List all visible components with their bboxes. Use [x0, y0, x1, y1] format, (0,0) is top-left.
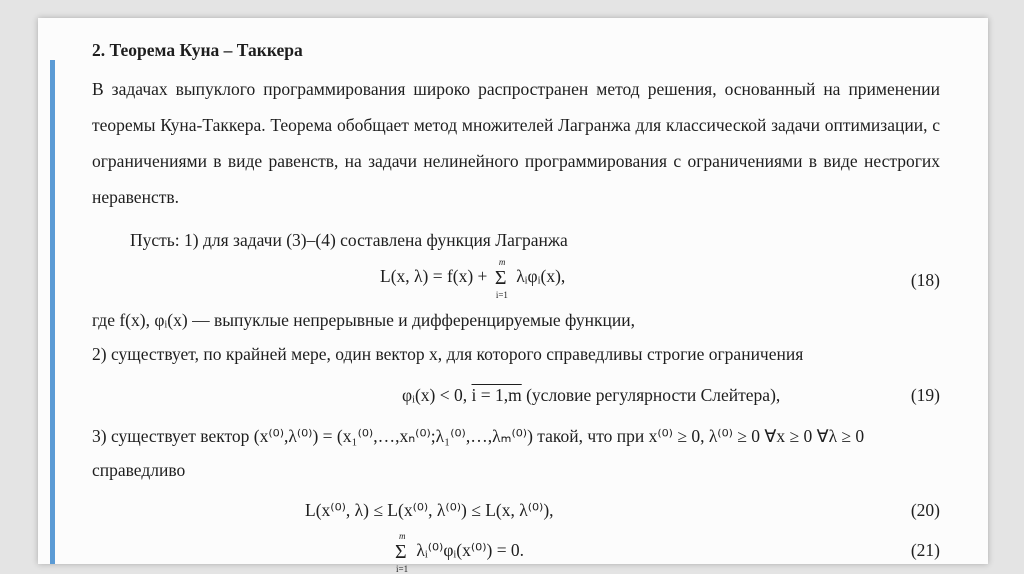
sum-symbol-21: Σ m i=1 [395, 530, 409, 574]
eq18-lhs: L(x, λ) = f(x) + [380, 266, 488, 286]
sum-upper-18: m [498, 256, 506, 267]
intro-paragraph: В задачах выпуклого программирования широко распространен метод решения, основанный на применении теоремы Куна-Таккера. Теорема обобщает метод множителей Лагранжа для классической задачи оптимизации, с ограничениями в виде равенств, на задачи нелинейного программирования с ограничениями в виде нестрогих неравенств. [92, 79, 940, 207]
slide [38, 18, 988, 574]
eq19-index: i = 1,m [471, 385, 522, 405]
sum-upper-21: m [399, 530, 406, 541]
eq-number-19: (19) [910, 385, 940, 405]
functions-description: где f(x), φᵢ(x) — выпуклые непрерывные и дифференцируемые функции, [92, 310, 636, 330]
eq-number-18: (18) [910, 270, 940, 290]
accent-bar [50, 60, 55, 564]
eq18-rhs: λᵢφᵢ(x), [516, 266, 566, 286]
eq-number-20: (20) [910, 500, 940, 520]
sum-symbol-18: Σ m i=1 [494, 256, 508, 300]
sum-lower-21: i=1 [396, 563, 409, 574]
lagrange-intro: Пусть: 1) для задачи (3)–(4) составлена функция Лагранжа [130, 230, 568, 250]
sum-lower-18: i=1 [495, 289, 508, 300]
equation-21 [392, 530, 525, 574]
condition-2: 2) существует, по крайней мере, один вектор x, для которого справедливы строгие ограничения [92, 344, 804, 364]
eq21-text: λᵢ⁽⁰⁾φᵢ(x⁽⁰⁾) = 0. [416, 540, 525, 560]
eq-number-21: (21) [910, 540, 940, 560]
equation-20: L(x⁽⁰⁾, λ) ≤ L(x⁽⁰⁾, λ⁽⁰⁾) ≤ L(x, λ⁽⁰⁾), [305, 500, 554, 520]
eq19-lhs: φᵢ(x) < 0, [402, 385, 468, 405]
section-heading: 2. Теорема Куна – Таккера [92, 40, 303, 60]
condition-3: 3) существует вектор (x⁽⁰⁾,λ⁽⁰⁾) = (x₁⁽⁰⁾,…,xₙ⁽⁰⁾;λ₁⁽⁰⁾,…,λₘ⁽⁰⁾) такой, что при x⁽⁰⁾ ≥ 0, λ⁽⁰⁾ ≥ 0 ∀x ≥ 0 ∀λ ≥ 0 [92, 426, 865, 446]
fairly-text: справедливо [92, 460, 186, 480]
eq19-note: (условие регулярности Слейтера), [526, 385, 781, 405]
equation-19 [402, 383, 780, 407]
equation-18 [380, 256, 566, 300]
